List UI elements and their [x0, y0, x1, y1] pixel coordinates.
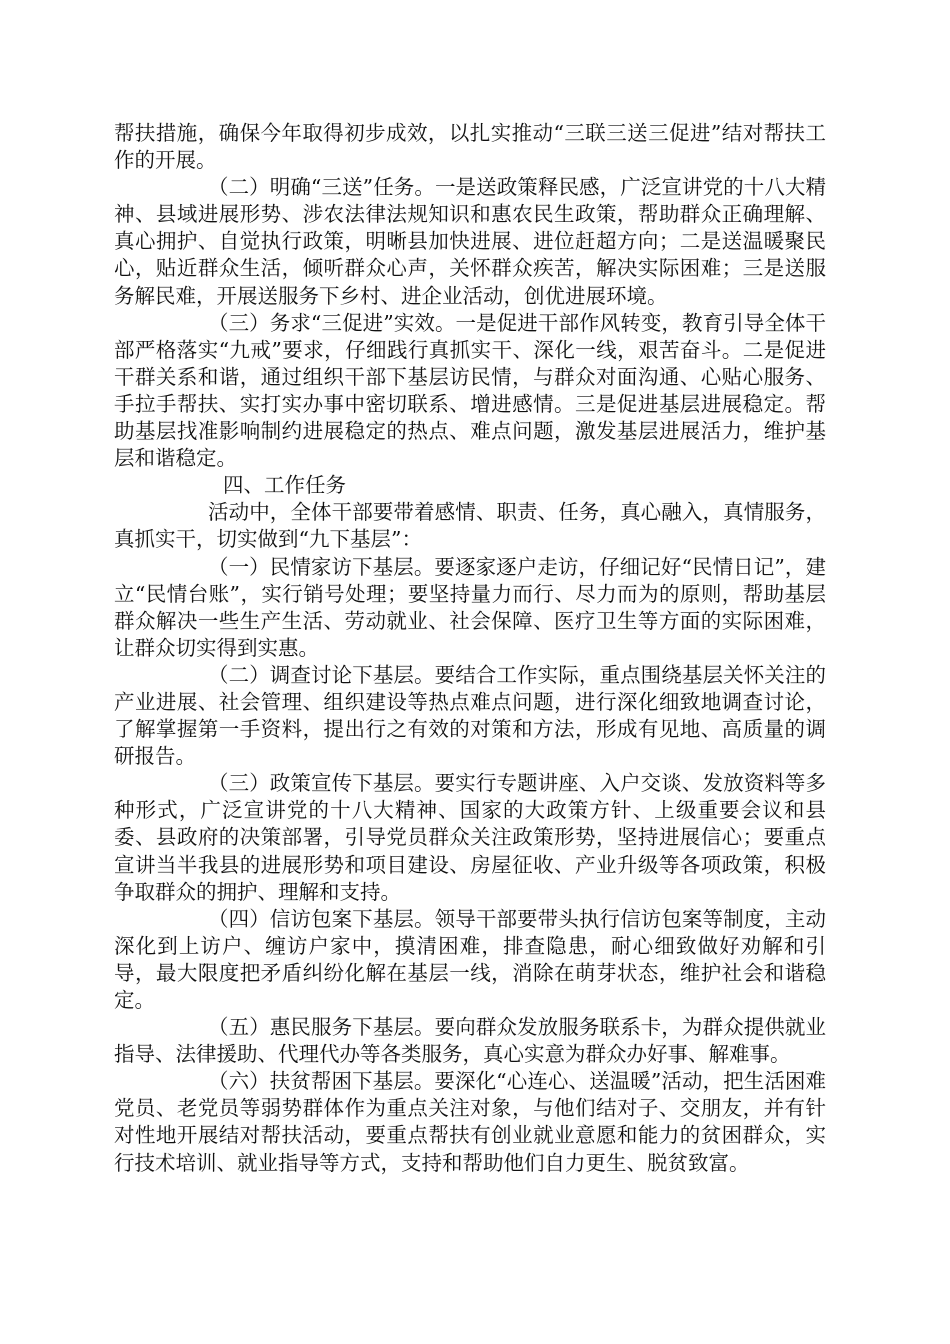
paragraph-task-3: （三）政策宣传下基层。要实行专题讲座、入户交谈、发放资料等多种形式，广泛宣讲党的十八大精神、国家的大政策方针、上级重要会议和县委、县政府的决策部署，引导党员群众关注政策形势，坚持进展信心；要重点宣讲当半我县的进展形势和项目建设、房屋征收、产业升级等各项政策，积极争取群众的拥护、理解和支持。 — [114, 771, 826, 904]
paragraph-san-song: （二）明确“三送”任务。一是送政策释民感，广泛宣讲党的十八大精神、县域进展形势、涉农法律法规知识和惠农民生政策，帮助群众正确理解、真心拥护、自觉执行政策，明晰县加快进展、进位赶超方向；二是送温暖聚民心，贴近群众生活，倾听群众心声，关怀群众疾苦，解决实际困难；三是送服务解民难，开展送服务下乡村、进企业活动，创优进展环境。 — [114, 175, 826, 308]
paragraph-task-2: （二）调查讨论下基层。要结合工作实际，重点围绕基层关怀关注的产业进展、社会管理、组织建设等热点难点问题，进行深化细致地调查讨论，了解掌握第一手资料，提出行之有效的对策和方法，形成有见地、高质量的调研报告。 — [114, 662, 826, 769]
section-heading-work-tasks: 四、工作任务 — [223, 473, 346, 498]
paragraph-san-cujin: （三）务求“三促进”实效。一是促进干部作风转变，教育引导全体干部严格落实“九戒”要求，仔细践行真抓实干、深化一线，艰苦奋斗。二是促进干群关系和谐，通过组织干部下基层访民情，与群众对面沟通、心贴心服务、手拉手帮扶、实打实办事中密切联系、增进感情。三是促进基层进展稳定。帮助基层找准影响制约进展稳定的热点、难点问题，激发基层进展活力，维护基层和谐稳定。 — [114, 310, 826, 471]
paragraph-continuation: 帮扶措施，确保今年取得初步成效，以扎实推动“三联三送三促进”结对帮扶工作的开展。 — [114, 121, 826, 173]
paragraph-lead: 活动中，全体干部要带着感情、职责、任务，真心融入，真情服务，真抓实干，切实做到“九下基层”： — [114, 500, 826, 552]
document-page — [114, 120, 826, 1177]
paragraph-task-1: （一）民情家访下基层。要逐家逐户走访，仔细记好“民情日记”，建立“民情台账”，实行销号处理；要坚持量力而行、尽力而为的原则，帮助基层群众解决一些生产生活、劳动就业、社会保障、医疗卫生等方面的实际困难，让群众切实得到实惠。 — [114, 554, 826, 660]
paragraph-task-4: （四）信访包案下基层。领导干部要带头执行信访包案等制度，主动深化到上访户、缠访户家中，摸清困难，排查隐患，耐心细致做好劝解和引导，最大限度把矛盾纠纷化解在基层一线，消除在萌芽状态，维护社会和谐稳定。 — [114, 906, 826, 1012]
paragraph-task-5: （五）惠民服务下基层。要向群众发放服务联系卡，为群众提供就业指导、法律援助、代理代办等各类服务，真心实意为群众办好事、解难事。 — [114, 1015, 826, 1067]
paragraph-task-6: （六）扶贫帮困下基层。要深化“心连心、送温暖”活动，把生活困难党员、老党员等弱势群体作为重点关注对象，与他们结对子、交朋友，并有针对性地开展结对帮扶活动，要重点帮扶有创业就业意愿和能力的贫困群众，实行技术培训、就业指导等方式，支持和帮助他们自力更生、脱贫致富。 — [114, 1069, 826, 1175]
